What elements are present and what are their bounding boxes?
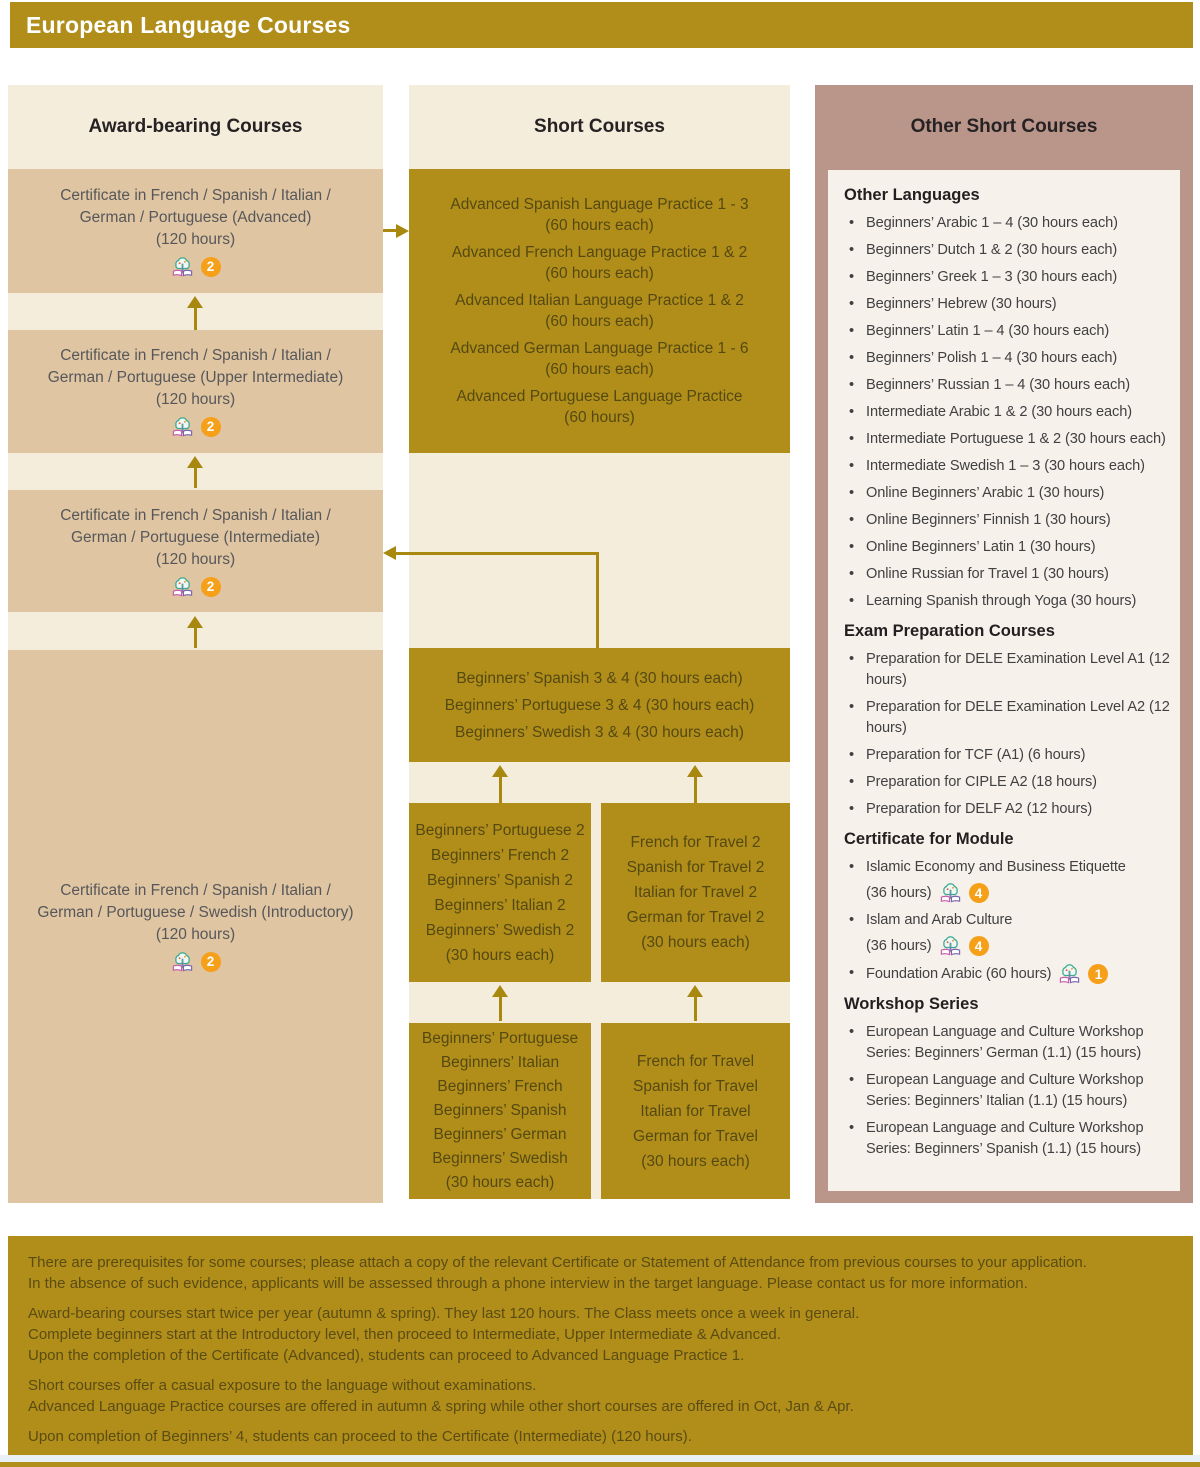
course-line: Beginners’ Spanish 3 & 4 (30 hours each) bbox=[456, 669, 743, 687]
course-line: Advanced French Language Practice 1 & 2 bbox=[451, 244, 748, 261]
advanced-practice-box bbox=[409, 169, 790, 453]
beginners-3-4-box bbox=[409, 648, 790, 762]
course-item: • Online Beginners’ Finnish 1 (30 hours) bbox=[844, 510, 1174, 531]
course-line: Advanced German Language Practice 1 - 6 bbox=[450, 340, 749, 357]
count-badge: 2 bbox=[201, 952, 221, 972]
course-hours: (120 hours) bbox=[155, 926, 236, 943]
course-line: German / Portuguese (Advanced) bbox=[79, 208, 312, 226]
cef-icon bbox=[171, 576, 194, 598]
course-line: Beginners’ French bbox=[437, 1078, 563, 1095]
course-line: Beginners’ Portuguese bbox=[421, 1030, 579, 1047]
cef-icon bbox=[171, 416, 194, 438]
course-line: Beginners’ Italian 2 bbox=[434, 896, 566, 914]
award-column-title: Award-bearing Courses bbox=[88, 116, 303, 137]
count-badge: 4 bbox=[969, 936, 989, 956]
course-line: Beginners’ Portuguese 3 & 4 (30 hours each) bbox=[444, 696, 755, 714]
course-item: • European Language and Culture Workshop Series: Beginners’ Italian (1.1) (15 hours) bbox=[844, 1070, 1174, 1112]
workshop-series-list bbox=[844, 1022, 1174, 1160]
cef-icon bbox=[1058, 963, 1081, 985]
course-hours: (60 hours each) bbox=[545, 361, 654, 378]
course-line: • Foundation Arabic (60 hours) bbox=[866, 965, 1052, 982]
course-hours: (60 hours) bbox=[564, 409, 635, 426]
course-line: Beginners’ French 2 bbox=[430, 846, 570, 864]
cef-eligibility bbox=[866, 935, 1174, 957]
course-hours: (30 hours each) bbox=[445, 946, 555, 964]
count-badge: 2 bbox=[201, 417, 221, 437]
course-line: Advanced Portuguese Language Practice bbox=[456, 388, 743, 405]
course-line: Certificate in French / Spanish / Italian / bbox=[60, 347, 331, 364]
course-line: Beginners’ Portuguese 2 bbox=[415, 821, 585, 839]
course-hours: (120 hours) bbox=[155, 391, 236, 408]
arrow-up-icon bbox=[492, 765, 508, 803]
bottom-rule bbox=[0, 1462, 1200, 1467]
course-item: • Intermediate Arabic 1 & 2 (30 hours each) bbox=[844, 402, 1174, 423]
course-line: Italian for Travel 2 bbox=[633, 884, 758, 901]
course-line: French for Travel bbox=[636, 1052, 755, 1070]
course-item: • Online Beginners’ Arabic 1 (30 hours) bbox=[844, 483, 1174, 504]
course-item: • European Language and Culture Workshop Series: Beginners’ German (1.1) (15 hours) bbox=[844, 1022, 1174, 1064]
arrow-up-icon bbox=[687, 765, 703, 803]
course-item: • Beginners’ Hebrew (30 hours) bbox=[844, 294, 1174, 315]
course-line: Italian for Travel bbox=[640, 1102, 751, 1120]
course-item: • Online Beginners’ Latin 1 (30 hours) bbox=[844, 537, 1174, 558]
certificate-module-list bbox=[844, 857, 1174, 985]
cef-eligibility bbox=[171, 576, 221, 598]
course-item: • Online Russian for Travel 1 (30 hours) bbox=[844, 564, 1174, 585]
section-heading-other-languages: Other Languages bbox=[844, 186, 980, 204]
other-languages-list bbox=[844, 213, 1174, 612]
count-badge: 4 bbox=[969, 883, 989, 903]
arrow-up-icon bbox=[687, 985, 703, 1021]
course-item: • Beginners’ Russian 1 – 4 (30 hours each) bbox=[844, 375, 1174, 396]
bottom-strip bbox=[0, 1455, 1200, 1462]
page-title: European Language Courses bbox=[26, 11, 351, 38]
course-line: Beginners’ Italian bbox=[440, 1054, 560, 1071]
note-paragraph bbox=[28, 1426, 1173, 1447]
other-courses-panel bbox=[828, 170, 1180, 1191]
course-item: • Preparation for CIPLE A2 (18 hours) bbox=[844, 772, 1174, 793]
cef-eligibility bbox=[866, 963, 1174, 985]
course-line: Certificate in French / Spanish / Italian / bbox=[60, 506, 331, 524]
footer-notes bbox=[8, 1236, 1193, 1455]
travel-1-box bbox=[601, 1023, 790, 1199]
course-line: Beginners’ Swedish 3 & 4 (30 hours each) bbox=[455, 723, 744, 741]
course-item: • Intermediate Swedish 1 – 3 (30 hours each) bbox=[844, 456, 1174, 477]
course-hours: (60 hours each) bbox=[545, 217, 654, 234]
course-item: • Beginners’ Dutch 1 & 2 (30 hours each) bbox=[844, 240, 1174, 261]
course-hours: (120 hours) bbox=[155, 230, 236, 248]
course-line: Spanish for Travel bbox=[633, 1077, 758, 1095]
course-line: Beginners’ Spanish 2 bbox=[427, 871, 573, 889]
course-line: French for Travel 2 bbox=[630, 834, 761, 851]
course-item: • Learning Spanish through Yoga (30 hours) bbox=[844, 591, 1174, 612]
note-line: Complete beginners start at the Introductory level, then proceed to Intermediate, Upper Intermediate & Advanced. bbox=[28, 1326, 781, 1343]
other-column-title: Other Short Courses bbox=[910, 116, 1098, 137]
course-item bbox=[844, 857, 1174, 904]
note-line: Advanced Language Practice courses are offered in autumn & spring while other short courses are offered in Oct, Jan & Apr. bbox=[28, 1398, 854, 1415]
cef-icon bbox=[939, 935, 962, 957]
note-line: Award-bearing courses start twice per year (autumn & spring). They last 120 hours. The Class meets once a week in general. bbox=[28, 1305, 860, 1322]
header-bar bbox=[10, 2, 1193, 48]
course-hours: (120 hours) bbox=[155, 550, 236, 568]
course-item: • Intermediate Portuguese 1 & 2 (30 hours each) bbox=[844, 429, 1174, 450]
course-item: • Beginners’ Latin 1 – 4 (30 hours each) bbox=[844, 321, 1174, 342]
arrow-elbow-icon bbox=[596, 552, 599, 648]
cef-eligibility bbox=[866, 882, 1174, 904]
note-paragraph bbox=[28, 1375, 1173, 1417]
note-line: Short courses offer a casual exposure to the language without examinations. bbox=[28, 1377, 537, 1394]
course-item: • Preparation for DELE Examination Level A1 (12 hours) bbox=[844, 649, 1174, 691]
course-line: Beginners’ Swedish 2 bbox=[425, 921, 575, 939]
section-heading-workshop-series: Workshop Series bbox=[844, 995, 979, 1013]
note-paragraph bbox=[28, 1252, 1173, 1294]
arrow-up-icon bbox=[492, 985, 508, 1021]
travel-2-box bbox=[601, 803, 790, 982]
note-line: Upon completion of Beginners’ 4, students can proceed to the Certificate (Intermediate) (120 hours). bbox=[28, 1428, 692, 1445]
course-line: Beginners’ Spanish bbox=[433, 1102, 567, 1119]
beginners-1-box bbox=[409, 1023, 591, 1199]
course-hours: (30 hours each) bbox=[445, 1174, 555, 1191]
course-line: Spanish for Travel 2 bbox=[626, 859, 765, 876]
course-item: • European Language and Culture Workshop Series: Beginners’ Spanish (1.1) (15 hours) bbox=[844, 1118, 1174, 1160]
course-entry bbox=[456, 386, 742, 428]
arrow-right-icon bbox=[396, 224, 409, 238]
course-line: • Islam and Arab Culture bbox=[866, 912, 1013, 928]
exam-preparation-list bbox=[844, 649, 1174, 820]
course-entry bbox=[455, 290, 744, 332]
cef-icon bbox=[171, 951, 194, 973]
award-box-intermediate bbox=[8, 490, 383, 612]
course-hours: (36 hours) bbox=[866, 937, 932, 954]
course-line: • Islamic Economy and Business Etiquette bbox=[866, 859, 1126, 875]
course-line: Advanced Spanish Language Practice 1 - 3 bbox=[450, 196, 749, 213]
course-entry bbox=[450, 338, 748, 380]
course-item bbox=[844, 910, 1174, 957]
course-line: German / Portuguese / Swedish (Introductory) bbox=[37, 904, 354, 921]
course-hours: (30 hours each) bbox=[641, 1152, 750, 1170]
course-line: Advanced Italian Language Practice 1 & 2 bbox=[455, 292, 744, 309]
course-line: German / Portuguese (Intermediate) bbox=[71, 528, 320, 546]
arrow-elbow-icon bbox=[396, 552, 599, 555]
course-hours: (60 hours each) bbox=[545, 313, 654, 330]
course-line: Beginners’ Swedish bbox=[432, 1150, 568, 1167]
cef-eligibility bbox=[171, 416, 221, 438]
cef-eligibility bbox=[171, 256, 221, 278]
course-item: • Beginners’ Polish 1 – 4 (30 hours each) bbox=[844, 348, 1174, 369]
count-badge: 2 bbox=[201, 577, 221, 597]
course-line: Beginners’ German bbox=[433, 1126, 567, 1143]
count-badge: 1 bbox=[1088, 964, 1108, 984]
course-line: German / Portuguese (Upper Intermediate) bbox=[47, 369, 344, 386]
short-column-title: Short Courses bbox=[534, 116, 665, 137]
course-line: Certificate in French / Spanish / Italian / bbox=[60, 186, 331, 204]
course-item: • Beginners’ Greek 1 – 3 (30 hours each) bbox=[844, 267, 1174, 288]
beginners-2-box bbox=[409, 803, 591, 982]
arrow-up-icon bbox=[187, 296, 203, 330]
arrow-right-icon bbox=[383, 229, 397, 232]
note-line: There are prerequisites for some courses; please attach a copy of the relevant Certificate or Statement of Attendance from previous courses to your application. bbox=[28, 1254, 1087, 1271]
course-hours: (60 hours each) bbox=[545, 265, 654, 282]
award-box-introductory bbox=[8, 650, 383, 1203]
course-hours: (36 hours) bbox=[866, 884, 932, 901]
arrow-left-icon bbox=[383, 546, 396, 560]
course-entry bbox=[450, 194, 748, 236]
course-line: German for Travel 2 bbox=[626, 909, 765, 926]
course-item: • Preparation for DELE Examination Level A2 (12 hours) bbox=[844, 697, 1174, 739]
course-line: German for Travel bbox=[633, 1127, 758, 1145]
award-box-advanced bbox=[8, 169, 383, 293]
cef-icon bbox=[939, 882, 962, 904]
course-item: • Beginners’ Arabic 1 – 4 (30 hours each) bbox=[844, 213, 1174, 234]
section-heading-exam-preparation: Exam Preparation Courses bbox=[844, 622, 1055, 640]
course-item: • Preparation for DELF A2 (12 hours) bbox=[844, 799, 1174, 820]
arrow-up-icon bbox=[187, 616, 203, 648]
note-paragraph bbox=[28, 1303, 1173, 1366]
course-hours: (30 hours each) bbox=[641, 934, 750, 951]
course-entry bbox=[452, 242, 748, 284]
cef-icon bbox=[171, 256, 194, 278]
arrow-up-icon bbox=[187, 456, 203, 488]
note-line: In the absence of such evidence, applicants will be assessed through a phone interview in the target language. Please contact us for more information. bbox=[28, 1275, 1028, 1292]
award-box-upper-intermediate bbox=[8, 330, 383, 453]
course-line: Certificate in French / Spanish / Italian / bbox=[60, 882, 331, 899]
section-heading-certificate-module: Certificate for Module bbox=[844, 830, 1014, 848]
course-item bbox=[844, 963, 1174, 985]
cef-eligibility bbox=[171, 951, 221, 973]
note-line: Upon the completion of the Certificate (Advanced), students can proceed to Advanced Language Practice 1. bbox=[28, 1347, 745, 1364]
course-item: • Preparation for TCF (A1) (6 hours) bbox=[844, 745, 1174, 766]
count-badge: 2 bbox=[201, 257, 221, 277]
